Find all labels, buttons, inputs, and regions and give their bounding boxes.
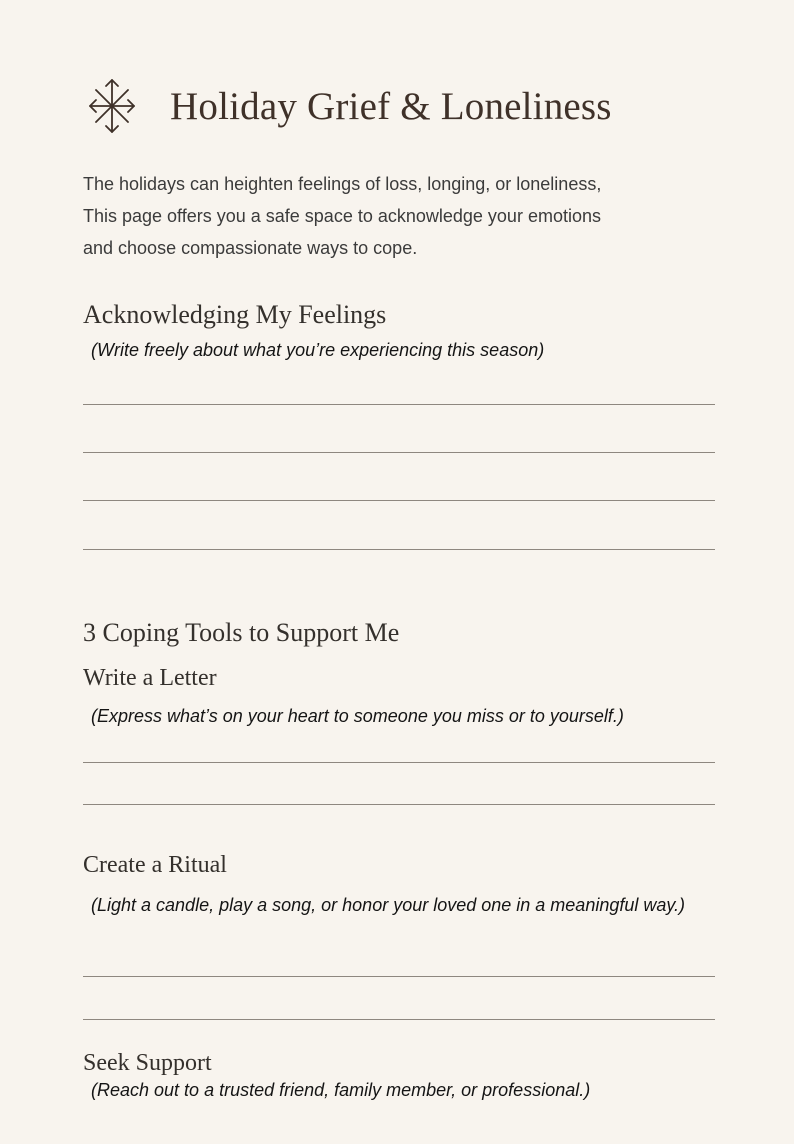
seek-support-prompt: (Reach out to a trusted friend, family member, or professional.)	[91, 1080, 591, 1100]
seek-support-heading: Seek Support	[83, 1050, 212, 1076]
create-ritual-heading: Create a Ritual	[83, 852, 227, 878]
write-letter-prompt: (Express what’s on your heart to someone you miss or to yourself.)	[91, 706, 624, 726]
feelings-writing-line-1[interactable]	[83, 404, 715, 405]
feelings-section-title: Acknowledging My Feelings	[83, 300, 387, 329]
intro-line-3: and choose compassionate ways to cope.	[83, 238, 418, 258]
feelings-writing-line-4[interactable]	[83, 549, 715, 550]
letter-writing-line-1[interactable]	[83, 762, 715, 763]
ritual-writing-line-2[interactable]	[83, 1019, 715, 1020]
letter-writing-line-2[interactable]	[83, 804, 715, 805]
ritual-writing-line-1[interactable]	[83, 976, 715, 977]
feelings-writing-line-2[interactable]	[83, 452, 715, 453]
snowflake-icon	[80, 74, 144, 138]
intro-line-1: The holidays can heighten feelings of loss, longing, or loneliness,	[83, 174, 602, 194]
feelings-writing-line-3[interactable]	[83, 500, 715, 501]
coping-section-title: 3 Coping Tools to Support Me	[83, 618, 400, 647]
write-letter-heading: Write a Letter	[83, 665, 217, 691]
feelings-prompt: (Write freely about what you’re experiencing this season)	[91, 340, 545, 360]
intro-paragraph	[83, 168, 743, 264]
create-ritual-prompt: (Light a candle, play a song, or honor your loved one in a meaningful way.)	[91, 895, 686, 915]
intro-line-2: This page offers you a safe space to acknowledge your emotions	[83, 206, 601, 226]
header	[80, 70, 720, 140]
page-title: Holiday Grief & Loneliness	[170, 85, 612, 128]
